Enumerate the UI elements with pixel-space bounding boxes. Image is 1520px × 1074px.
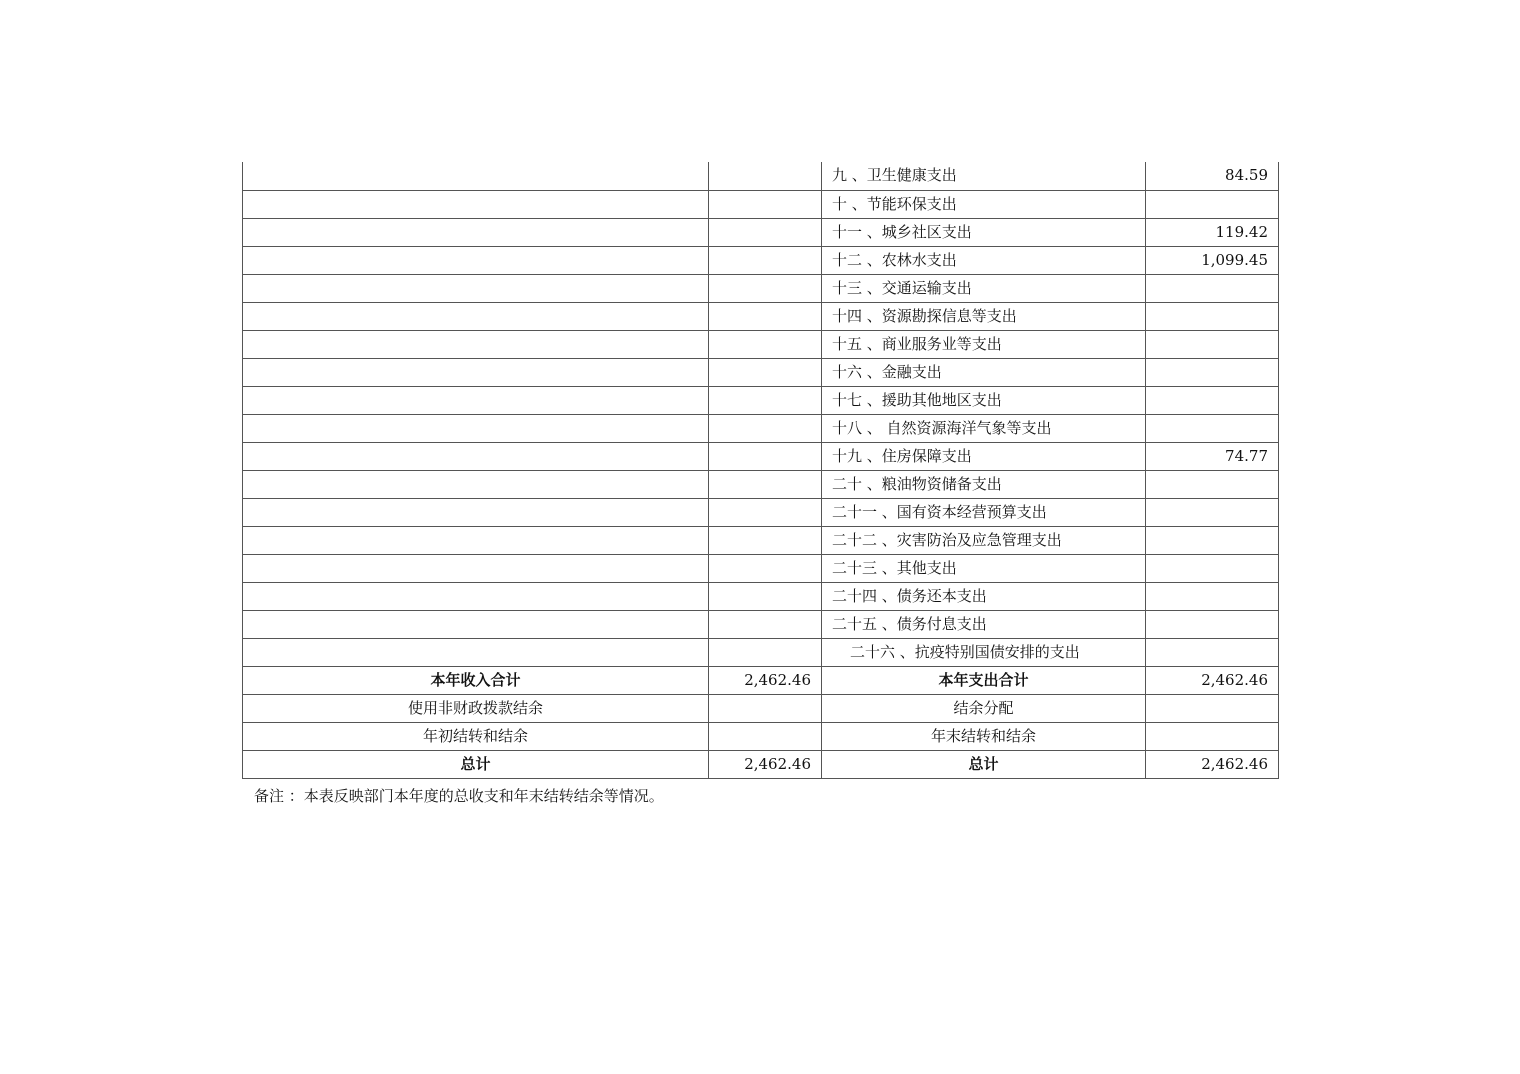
table-row bbox=[243, 470, 1279, 498]
table-row bbox=[243, 414, 1279, 442]
income-summary-amount: 2,462.46 bbox=[709, 750, 822, 778]
income-item-cell bbox=[243, 358, 709, 386]
income-summary-label: 使用非财政拨款结余 bbox=[243, 694, 709, 722]
expense-amount bbox=[1146, 274, 1279, 302]
expense-item-label: 十九 、住房保障支出 bbox=[822, 442, 1146, 470]
income-item-cell bbox=[243, 554, 709, 582]
income-amount-cell bbox=[709, 498, 822, 526]
income-amount-cell bbox=[709, 470, 822, 498]
expense-amount bbox=[1146, 554, 1279, 582]
income-amount-cell bbox=[709, 610, 822, 638]
income-amount-cell bbox=[709, 554, 822, 582]
expense-item-label: 十五 、商业服务业等支出 bbox=[822, 330, 1146, 358]
income-item-cell bbox=[243, 330, 709, 358]
expense-item-label: 十二 、农林水支出 bbox=[822, 246, 1146, 274]
income-item-cell bbox=[243, 386, 709, 414]
expense-amount: 84.59 bbox=[1146, 162, 1279, 190]
expense-summary-label: 结余分配 bbox=[822, 694, 1146, 722]
income-amount-cell bbox=[709, 302, 822, 330]
table-row bbox=[243, 442, 1279, 470]
income-item-cell bbox=[243, 638, 709, 666]
table-row bbox=[243, 358, 1279, 386]
expense-amount bbox=[1146, 610, 1279, 638]
expense-amount: 119.42 bbox=[1146, 218, 1279, 246]
table-row bbox=[243, 582, 1279, 610]
expense-amount: 1,099.45 bbox=[1146, 246, 1279, 274]
summary-row bbox=[243, 750, 1279, 778]
table-row bbox=[243, 162, 1279, 190]
expense-item-label: 九 、卫生健康支出 bbox=[822, 162, 1146, 190]
expense-amount bbox=[1146, 190, 1279, 218]
summary-row bbox=[243, 666, 1279, 694]
expense-summary-amount bbox=[1146, 694, 1279, 722]
income-amount-cell bbox=[709, 330, 822, 358]
income-amount-cell bbox=[709, 582, 822, 610]
budget-summary-table bbox=[242, 162, 1279, 779]
income-item-cell bbox=[243, 218, 709, 246]
income-amount-cell bbox=[709, 526, 822, 554]
expense-item-label: 二十四 、债务还本支出 bbox=[822, 582, 1146, 610]
table-row bbox=[243, 638, 1279, 666]
income-item-cell bbox=[243, 246, 709, 274]
table-row bbox=[243, 386, 1279, 414]
expense-item-label: 二十二 、灾害防治及应急管理支出 bbox=[822, 526, 1146, 554]
income-item-cell bbox=[243, 470, 709, 498]
table-row bbox=[243, 498, 1279, 526]
income-item-cell bbox=[243, 414, 709, 442]
table-footnote: 备注 ：本表反映部门本年度的总收支和年末结转结余等情况。 bbox=[254, 787, 664, 805]
expense-item-label: 十四 、资源勘探信息等支出 bbox=[822, 302, 1146, 330]
income-amount-cell bbox=[709, 190, 822, 218]
expense-item-label: 二十三 、其他支出 bbox=[822, 554, 1146, 582]
table-row bbox=[243, 610, 1279, 638]
income-item-cell bbox=[243, 274, 709, 302]
table-row bbox=[243, 246, 1279, 274]
expense-summary-amount bbox=[1146, 722, 1279, 750]
expense-item-label: 十三 、交通运输支出 bbox=[822, 274, 1146, 302]
expense-amount: 74.77 bbox=[1146, 442, 1279, 470]
income-item-cell bbox=[243, 582, 709, 610]
income-amount-cell bbox=[709, 218, 822, 246]
expense-amount bbox=[1146, 498, 1279, 526]
income-item-cell bbox=[243, 162, 709, 190]
income-summary-amount bbox=[709, 722, 822, 750]
expense-item-label: 十七 、援助其他地区支出 bbox=[822, 386, 1146, 414]
table-row bbox=[243, 218, 1279, 246]
expense-summary-label: 年末结转和结余 bbox=[822, 722, 1146, 750]
table-row bbox=[243, 274, 1279, 302]
income-item-cell bbox=[243, 190, 709, 218]
income-summary-amount: 2,462.46 bbox=[709, 666, 822, 694]
summary-row bbox=[243, 722, 1279, 750]
table-row bbox=[243, 526, 1279, 554]
expense-amount bbox=[1146, 330, 1279, 358]
table-row bbox=[243, 554, 1279, 582]
table-body bbox=[243, 162, 1279, 778]
income-item-cell bbox=[243, 498, 709, 526]
expense-item-label: 十 、节能环保支出 bbox=[822, 190, 1146, 218]
income-amount-cell bbox=[709, 274, 822, 302]
expense-amount bbox=[1146, 582, 1279, 610]
expense-amount bbox=[1146, 358, 1279, 386]
income-summary-label: 总计 bbox=[243, 750, 709, 778]
income-item-cell bbox=[243, 302, 709, 330]
expense-item-label: 十六 、金融支出 bbox=[822, 358, 1146, 386]
income-amount-cell bbox=[709, 358, 822, 386]
expense-amount bbox=[1146, 470, 1279, 498]
income-item-cell bbox=[243, 442, 709, 470]
expense-amount bbox=[1146, 638, 1279, 666]
income-amount-cell bbox=[709, 414, 822, 442]
income-amount-cell bbox=[709, 442, 822, 470]
expense-summary-amount: 2,462.46 bbox=[1146, 666, 1279, 694]
income-amount-cell bbox=[709, 386, 822, 414]
income-item-cell bbox=[243, 526, 709, 554]
expense-summary-label: 总计 bbox=[822, 750, 1146, 778]
expense-amount bbox=[1146, 414, 1279, 442]
expense-amount bbox=[1146, 386, 1279, 414]
income-item-cell bbox=[243, 610, 709, 638]
income-summary-amount bbox=[709, 694, 822, 722]
income-amount-cell bbox=[709, 246, 822, 274]
table-row bbox=[243, 302, 1279, 330]
expense-item-label: 十一 、城乡社区支出 bbox=[822, 218, 1146, 246]
income-summary-label: 年初结转和结余 bbox=[243, 722, 709, 750]
expense-amount bbox=[1146, 526, 1279, 554]
expense-summary-label: 本年支出合计 bbox=[822, 666, 1146, 694]
income-amount-cell bbox=[709, 638, 822, 666]
table-row bbox=[243, 330, 1279, 358]
table-row bbox=[243, 190, 1279, 218]
expense-summary-amount: 2,462.46 bbox=[1146, 750, 1279, 778]
expense-amount bbox=[1146, 302, 1279, 330]
income-summary-label: 本年收入合计 bbox=[243, 666, 709, 694]
expense-item-label: 二十六 、抗疫特别国债安排的支出 bbox=[822, 638, 1146, 666]
expense-item-label: 二十一 、国有资本经营预算支出 bbox=[822, 498, 1146, 526]
summary-row bbox=[243, 694, 1279, 722]
income-amount-cell bbox=[709, 162, 822, 190]
expense-item-label: 二十五 、债务付息支出 bbox=[822, 610, 1146, 638]
expense-item-label: 十八 、 自然资源海洋气象等支出 bbox=[822, 414, 1146, 442]
expense-item-label: 二十 、粮油物资储备支出 bbox=[822, 470, 1146, 498]
